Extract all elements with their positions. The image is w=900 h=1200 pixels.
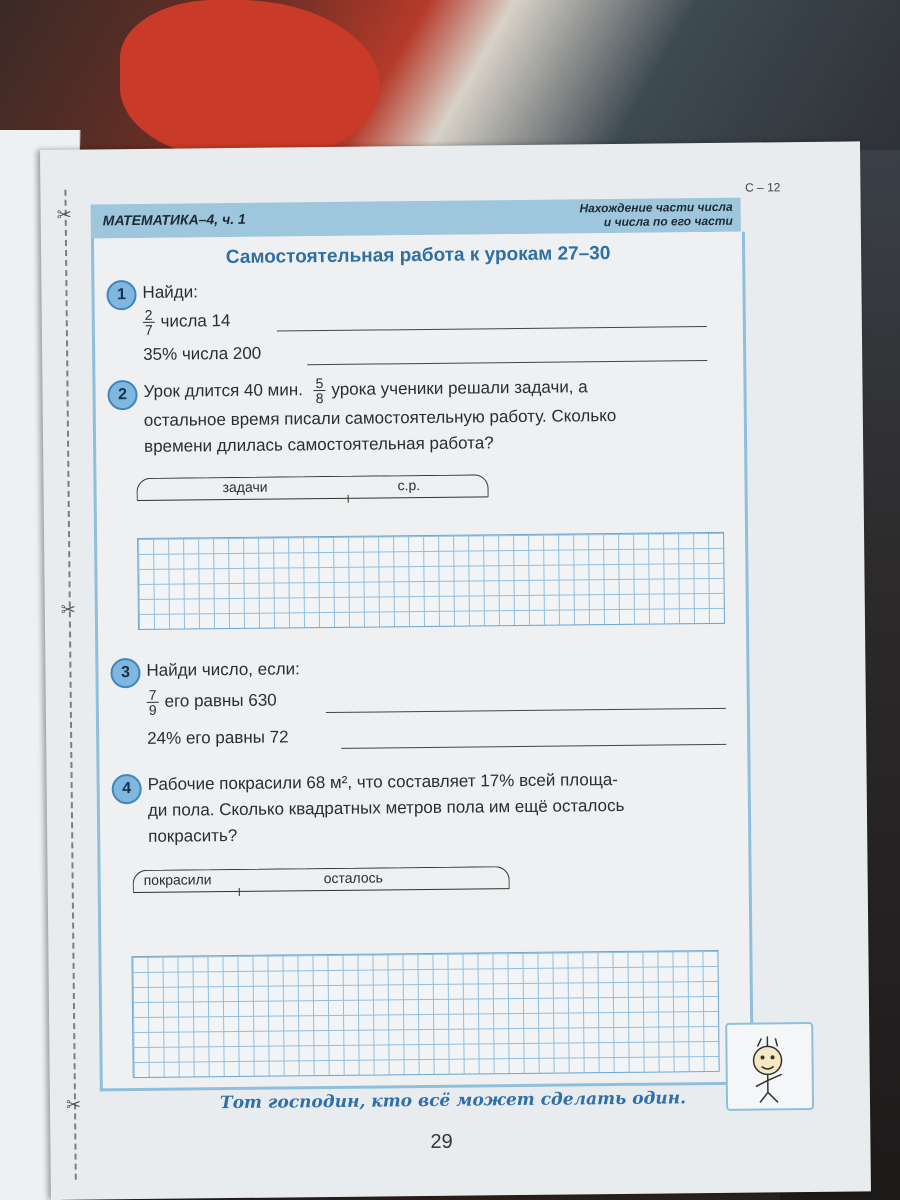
fraction-denominator: 9: [148, 701, 157, 718]
topic-line-1: Нахождение части числа: [579, 199, 733, 216]
fraction-denominator: 7: [144, 321, 153, 338]
fraction: [143, 308, 155, 337]
task-item: [147, 687, 277, 717]
subject-label: МАТЕМАТИКА–4, ч. 1: [102, 210, 246, 229]
mascot-picture: [725, 1022, 814, 1111]
answer-line[interactable]: [341, 744, 726, 749]
task-text-part: урока ученики решали задачи, а: [331, 377, 588, 399]
answer-grid[interactable]: [131, 950, 719, 1078]
task-text-part: Урок длится 40 мин.: [143, 380, 304, 401]
task-text-line: покрасить?: [148, 825, 238, 846]
fraction: [314, 376, 326, 405]
task-prompt: Найди число, если:: [146, 659, 300, 680]
diagram-label: задачи: [222, 478, 268, 496]
task-text-line: ди пола. Сколько квадратных метров пола им ещё осталось: [147, 795, 625, 820]
task-text-line: Рабочие покрасили 68 м², что составляет 17% всей площа-: [147, 769, 619, 794]
task-item-text: его равны 630: [164, 690, 277, 711]
task-4: [112, 766, 753, 863]
answer-line[interactable]: [277, 326, 707, 332]
task-number: 2: [107, 380, 137, 410]
answer-line[interactable]: [326, 708, 726, 713]
diagram-base: [138, 496, 488, 501]
task-item-text: числа 14: [160, 310, 231, 331]
fraction: [147, 688, 159, 717]
diagram-divider: [348, 495, 349, 503]
diagram-label: осталось: [323, 869, 383, 887]
diagram-label: с.р.: [397, 477, 421, 494]
diagram-divider: [239, 888, 240, 896]
task-number: 4: [112, 774, 142, 804]
task-number: 3: [110, 658, 140, 688]
workbook-page: [40, 141, 871, 1200]
scissors-icon: ✂: [65, 1094, 82, 1115]
topic-label: [473, 200, 733, 231]
scissors-icon: ✂: [56, 204, 72, 225]
fraction-numerator: 5: [315, 375, 324, 392]
page-number: 29: [430, 1130, 453, 1153]
task-2: [107, 372, 738, 469]
task-prompt: Найди:: [142, 282, 198, 302]
page-code: С – 12: [744, 180, 781, 195]
segment-diagram: [136, 474, 488, 501]
cut-line: [64, 190, 76, 1180]
task-item: 35% числа 200: [143, 343, 262, 364]
segment-diagram: [133, 866, 510, 893]
answer-grid[interactable]: [137, 532, 725, 630]
task-text-line: времени длилась самостоятельная работа?: [144, 433, 494, 456]
topic-line-2: и числа по его части: [603, 213, 733, 230]
work-title: Самостоятельная работа к урокам 27–30: [225, 243, 611, 269]
task-item: [143, 307, 231, 337]
task-3: [110, 652, 741, 759]
fraction-numerator: 7: [148, 686, 157, 703]
task-item: 24% его равны 72: [147, 727, 289, 748]
scissors-icon: ✂: [60, 599, 77, 620]
fraction-denominator: 8: [315, 390, 324, 407]
diagram-base: [134, 888, 509, 893]
worksheet-frame: [91, 232, 754, 1092]
motto: Тот господин, кто всё может сделать один.: [219, 1088, 687, 1114]
task-number: 1: [106, 280, 136, 310]
fraction-numerator: 2: [144, 306, 153, 323]
mascot-icon: [727, 1024, 812, 1109]
task-1: [106, 274, 727, 370]
diagram-label: покрасили: [143, 871, 212, 888]
answer-line[interactable]: [307, 360, 707, 365]
task-text-line: остальное время писали самостоятельную работу. Сколько: [143, 405, 617, 430]
task-text-line: [143, 373, 587, 407]
